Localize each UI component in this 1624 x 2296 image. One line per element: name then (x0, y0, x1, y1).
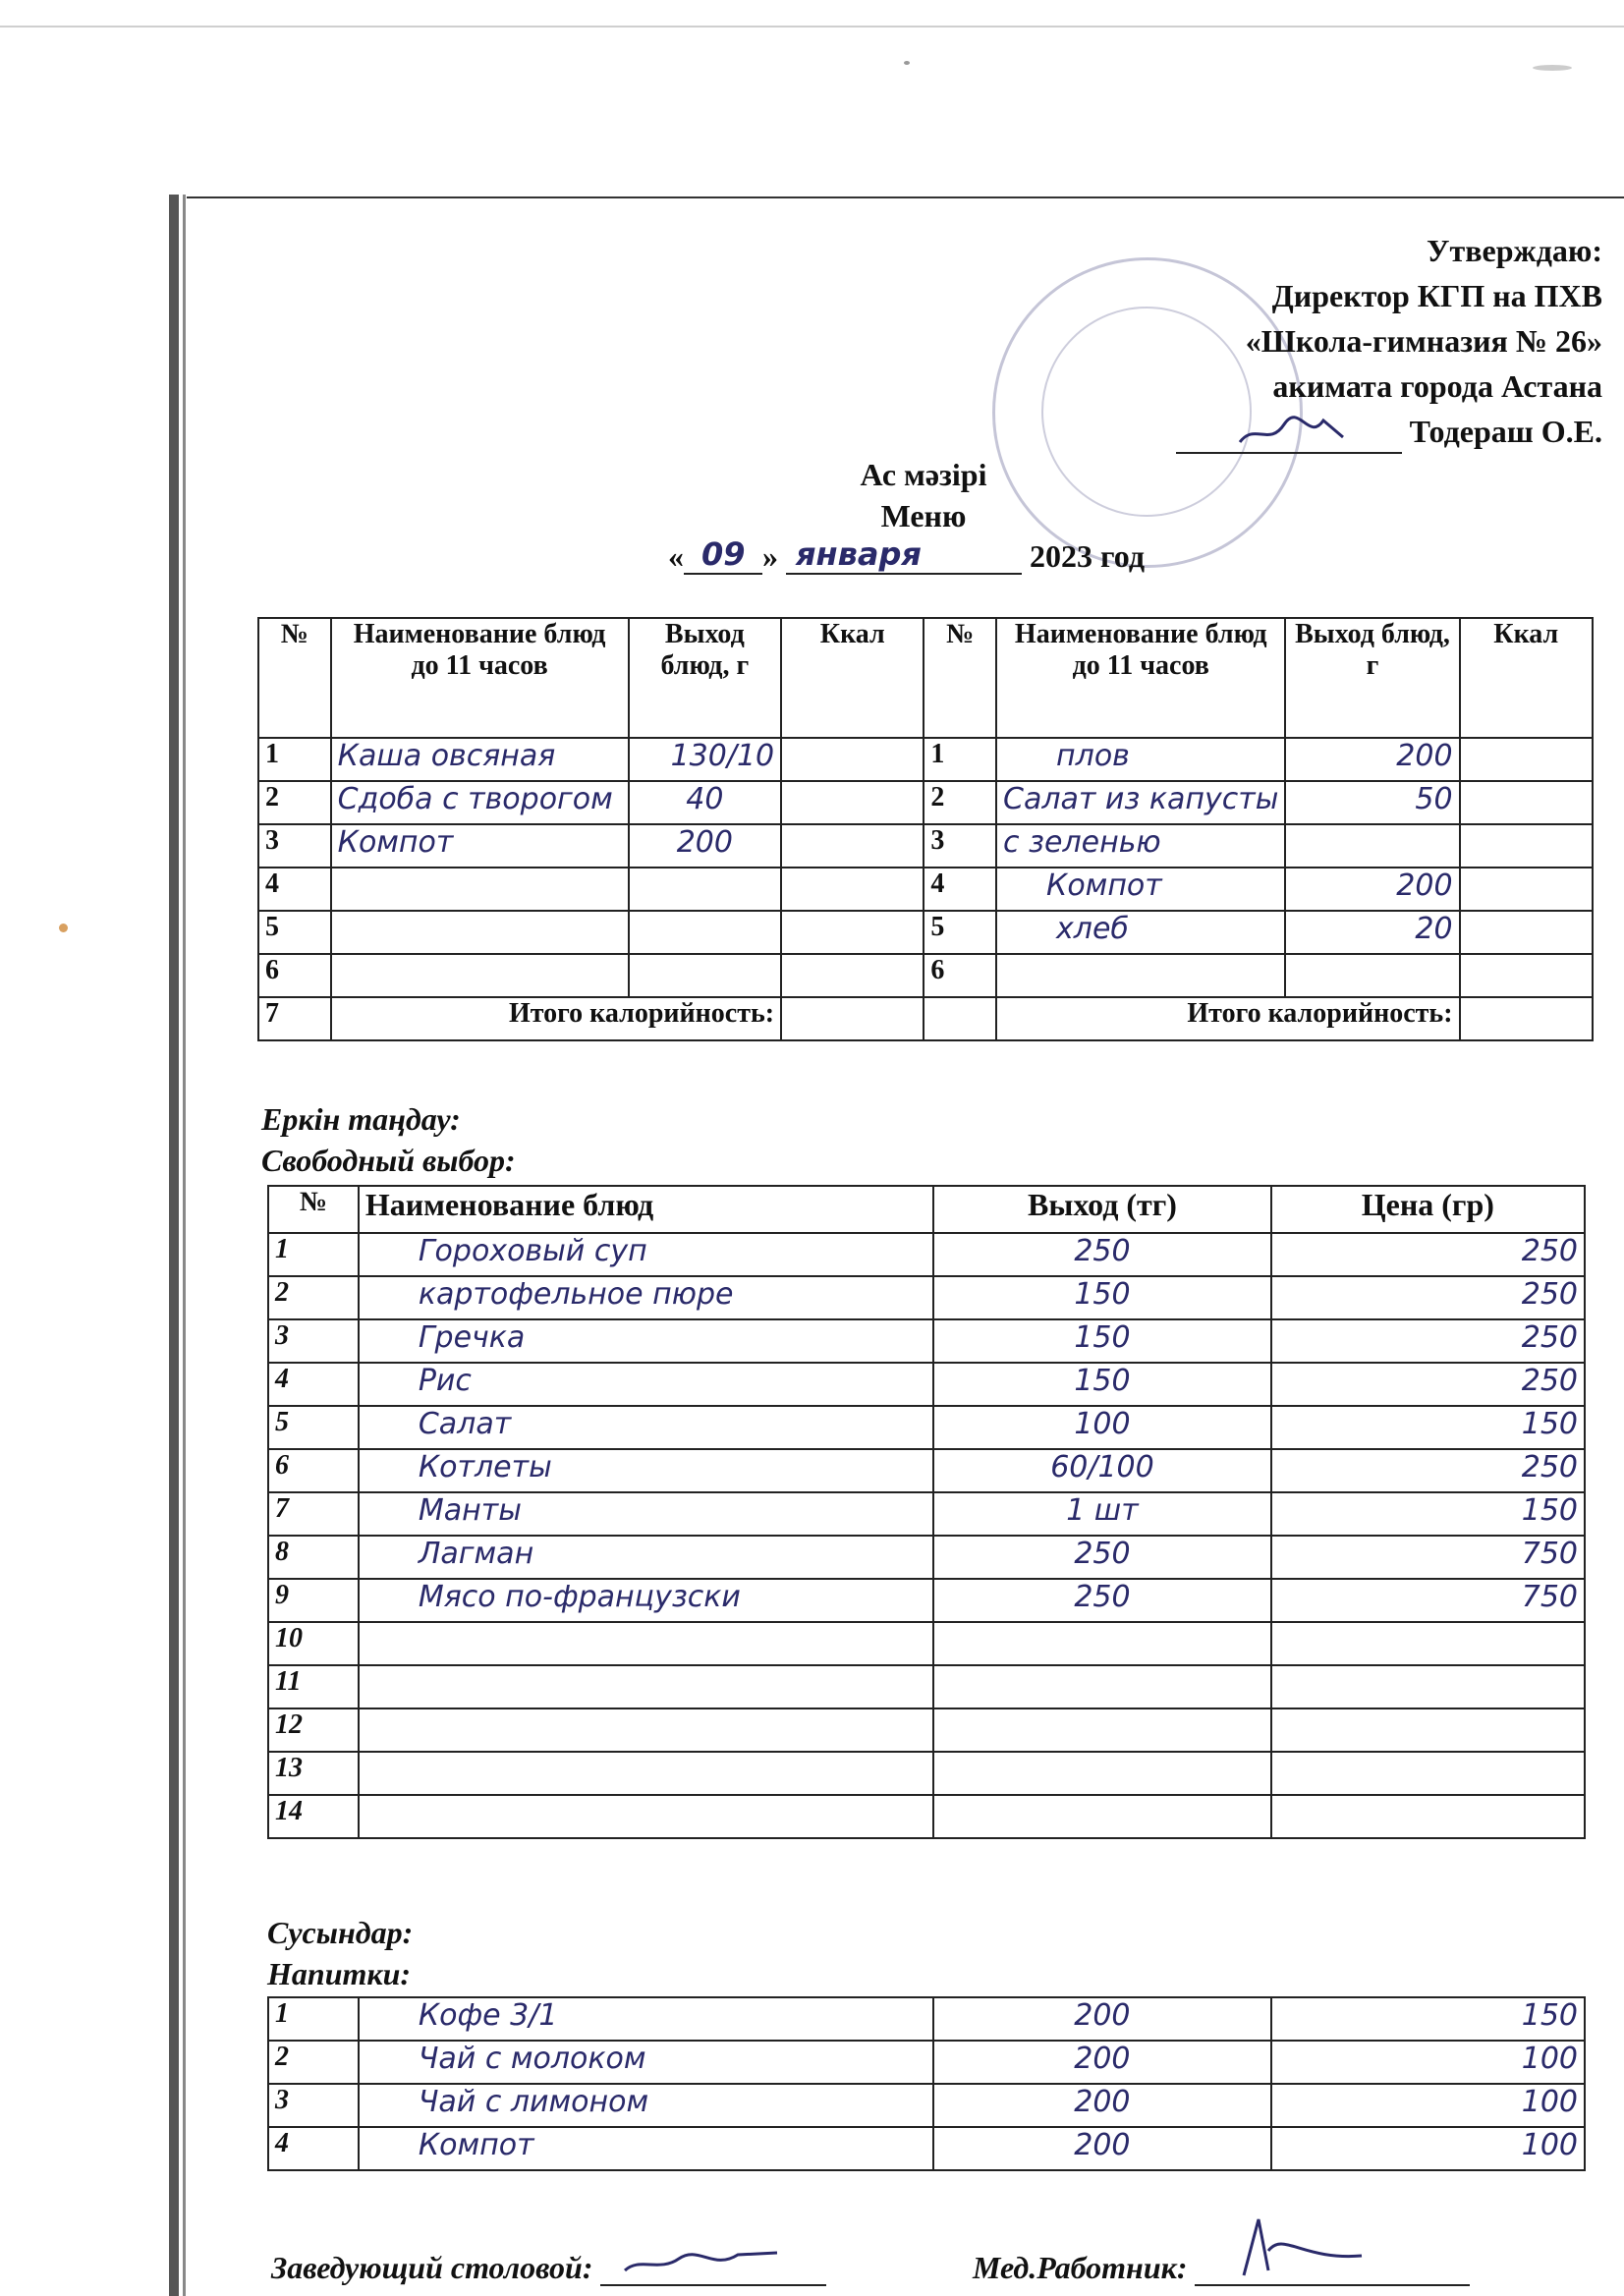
col-number: № (258, 618, 331, 738)
dish-name (331, 868, 629, 911)
menu-title-kaz: Ас мәзірі (860, 457, 987, 492)
dish-name: плов (996, 738, 1285, 781)
table-row (268, 1233, 1585, 1276)
row-number: 10 (268, 1622, 359, 1665)
dish-name (359, 1622, 933, 1665)
binding-edge-inner (183, 195, 186, 2296)
drinks-title-rus: Напитки: (267, 1956, 412, 1991)
col-dish-name: Наименование блюд до 11 часов (331, 618, 629, 738)
table-row (268, 1536, 1585, 1579)
dish-price: 150 (1271, 1492, 1585, 1536)
row-number: 3 (268, 1319, 359, 1363)
dish-output (1285, 954, 1459, 997)
row-number: 6 (268, 1449, 359, 1492)
dish-name: Чай с лимоном (359, 2084, 933, 2127)
row-number: 3 (258, 824, 331, 868)
dish-kcal (1460, 868, 1593, 911)
table-row (268, 1579, 1585, 1622)
dish-output (933, 1752, 1270, 1795)
dish-price: 250 (1271, 1276, 1585, 1319)
free-choice-title-kaz: Еркін таңдау: (261, 1101, 461, 1137)
dish-name: Гороховый суп (359, 1233, 933, 1276)
dish-name (359, 1795, 933, 1838)
table-row (268, 1622, 1585, 1665)
director-signature (1235, 413, 1353, 452)
table-row (268, 1406, 1585, 1449)
total-calories-label-2: Итого калорийность: (996, 997, 1460, 1040)
total-row (258, 997, 1593, 1040)
dish-name: Манты (359, 1492, 933, 1536)
dish-kcal (781, 911, 924, 954)
dish-kcal (1460, 954, 1593, 997)
free-choice-title (261, 1098, 516, 1181)
scan-top-edge (0, 26, 1624, 28)
table-row (268, 1665, 1585, 1708)
dish-name: Мясо по-французски (359, 1579, 933, 1622)
row-number: 7 (258, 997, 331, 1040)
dish-output (933, 1708, 1270, 1752)
dish-output (629, 954, 782, 997)
row-number: 9 (268, 1579, 359, 1622)
medical-signature-line (1195, 2251, 1470, 2286)
dish-name (359, 1752, 933, 1795)
drinks-title-kaz: Сусындар: (267, 1915, 414, 1950)
dish-output: 200 (933, 2084, 1270, 2127)
dish-price (1271, 1752, 1585, 1795)
row-number: 7 (268, 1492, 359, 1536)
table-row (268, 1752, 1585, 1795)
top-rule (187, 196, 1624, 198)
dish-price (1271, 1622, 1585, 1665)
scan-speck (904, 61, 910, 65)
dish-price: 150 (1271, 1406, 1585, 1449)
row-number: 1 (268, 1997, 359, 2041)
row-number: 11 (268, 1665, 359, 1708)
dish-name: Каша овсяная (331, 738, 629, 781)
col-dish-name-2: Наименование блюд до 11 часов (996, 618, 1285, 738)
dish-output: 200 (933, 2041, 1270, 2084)
dish-name: Гречка (359, 1319, 933, 1363)
row-number: 4 (268, 1363, 359, 1406)
dish-output: 150 (933, 1363, 1270, 1406)
scan-speck (1533, 65, 1572, 71)
dish-output (629, 911, 782, 954)
dish-kcal (781, 781, 924, 824)
free-choice-table (267, 1185, 1586, 1839)
row-number: 4 (258, 868, 331, 911)
approval-signature-row (1176, 409, 1602, 454)
dish-output: 250 (933, 1233, 1270, 1276)
dish-price: 100 (1271, 2127, 1585, 2170)
dish-output: 20 (1285, 911, 1459, 954)
scan-speck (59, 924, 68, 932)
row-number: 6 (258, 954, 331, 997)
dish-name (996, 954, 1285, 997)
col-kcal: Ккал (781, 618, 924, 738)
canteen-signature-block (271, 2250, 826, 2286)
approval-line-1: Утверждаю: (1427, 233, 1602, 268)
approval-block (1176, 228, 1602, 454)
dish-output: 200 (933, 2127, 1270, 2170)
menu-date: « 09 » января 2023 год (668, 535, 1145, 574)
table-row (258, 824, 1593, 868)
row-number: 12 (268, 1708, 359, 1752)
table-row (258, 954, 1593, 997)
dish-name (331, 911, 629, 954)
dish-output (933, 1665, 1270, 1708)
table-row (268, 1492, 1585, 1536)
dish-price: 100 (1271, 2041, 1585, 2084)
dish-output (629, 868, 782, 911)
table-row (268, 1795, 1585, 1838)
dish-output: 150 (933, 1319, 1270, 1363)
dish-name: Сдоба с творогом (331, 781, 629, 824)
dish-price: 100 (1271, 2084, 1585, 2127)
table-row (268, 1363, 1585, 1406)
dish-output: 60/100 (933, 1449, 1270, 1492)
dish-price (1271, 1795, 1585, 1838)
row-number: 5 (258, 911, 331, 954)
main-table-header (258, 618, 1593, 738)
dish-name: картофельное пюре (359, 1276, 933, 1319)
dish-output (933, 1795, 1270, 1838)
table-row (258, 781, 1593, 824)
dish-output: 50 (1285, 781, 1459, 824)
table-row (258, 868, 1593, 911)
total-blank (924, 997, 996, 1040)
row-number: 5 (268, 1406, 359, 1449)
dish-name: Чай с молоком (359, 2041, 933, 2084)
binding-edge (169, 195, 179, 2296)
row-number: 5 (924, 911, 996, 954)
col-output-2: Выход блюд, г (1285, 618, 1459, 738)
table-row (258, 738, 1593, 781)
director-name: Тодераш О.Е. (1409, 414, 1602, 449)
table-row (268, 2127, 1585, 2170)
dish-name: Компот (996, 868, 1285, 911)
row-number: 1 (924, 738, 996, 781)
dish-kcal (781, 738, 924, 781)
col-dish-name: Наименование блюд (359, 1186, 933, 1233)
dish-price: 250 (1271, 1363, 1585, 1406)
dish-output: 200 (1285, 868, 1459, 911)
dish-output: 250 (933, 1579, 1270, 1622)
total-calories-value (781, 997, 924, 1040)
approval-line-4: акимата города Астана (1272, 368, 1602, 404)
dish-output: 1 шт (933, 1492, 1270, 1536)
approval-line-2: Директор КГП на ПХВ (1271, 278, 1602, 313)
dish-kcal (1460, 824, 1593, 868)
row-number: 13 (268, 1752, 359, 1795)
dish-price: 250 (1271, 1233, 1585, 1276)
dish-price: 750 (1271, 1536, 1585, 1579)
table-row (268, 1276, 1585, 1319)
col-price: Цена (гр) (1271, 1186, 1585, 1233)
dish-name: Кофе 3/1 (359, 1997, 933, 2041)
dish-name: Салат из капусты (996, 781, 1285, 824)
date-year: 2023 год (1030, 538, 1145, 574)
row-number: 3 (268, 2084, 359, 2127)
col-number: № (268, 1186, 359, 1233)
dish-price: 250 (1271, 1319, 1585, 1363)
approval-line-3: «Школа-гимназия № 26» (1245, 323, 1602, 359)
dish-name: с зеленью (996, 824, 1285, 868)
director-signature-line (1176, 422, 1402, 454)
date-day: 09 (701, 535, 746, 573)
dish-output: 130/10 (629, 738, 782, 781)
row-number: 3 (924, 824, 996, 868)
dish-name: хлеб (996, 911, 1285, 954)
row-number: 1 (268, 1233, 359, 1276)
dish-name (359, 1665, 933, 1708)
dish-output: 200 (629, 824, 782, 868)
dish-name (331, 954, 629, 997)
dish-price: 250 (1271, 1449, 1585, 1492)
table-row (268, 1708, 1585, 1752)
dish-output: 200 (933, 1997, 1270, 2041)
row-number: 4 (924, 868, 996, 911)
free-choice-title-rus: Свободный выбор: (261, 1143, 516, 1178)
col-output: Выход блюд, г (629, 618, 782, 738)
dish-name: Котлеты (359, 1449, 933, 1492)
table-row (258, 911, 1593, 954)
dish-name: Рис (359, 1363, 933, 1406)
row-number: 8 (268, 1536, 359, 1579)
table-row (268, 1449, 1585, 1492)
table-row (268, 2084, 1585, 2127)
dish-price (1271, 1708, 1585, 1752)
canteen-manager-label: Заведующий столовой: (271, 2250, 593, 2285)
dish-output: 40 (629, 781, 782, 824)
drinks-title (267, 1912, 413, 1994)
table-row (268, 1997, 1585, 2041)
dish-price (1271, 1665, 1585, 1708)
row-number: 2 (258, 781, 331, 824)
dish-output (1285, 824, 1459, 868)
medical-signature (1214, 2212, 1372, 2280)
dish-output: 100 (933, 1406, 1270, 1449)
dish-name: Компот (331, 824, 629, 868)
dish-output (933, 1622, 1270, 1665)
total-calories-label: Итого калорийность: (331, 997, 781, 1040)
table-row (268, 2041, 1585, 2084)
row-number: 4 (268, 2127, 359, 2170)
row-number: 2 (924, 781, 996, 824)
dish-output: 200 (1285, 738, 1459, 781)
dish-name: Компот (359, 2127, 933, 2170)
table-row (268, 1319, 1585, 1363)
canteen-signature (620, 2243, 797, 2282)
menu-heading (629, 454, 1218, 536)
col-number-2: № (924, 618, 996, 738)
col-output: Выход (тг) (933, 1186, 1270, 1233)
dish-output: 250 (933, 1536, 1270, 1579)
dish-kcal (1460, 911, 1593, 954)
free-choice-header (268, 1186, 1585, 1233)
drinks-table (267, 1996, 1586, 2171)
canteen-signature-line (600, 2251, 826, 2286)
medical-worker-label: Мед.Работник: (973, 2250, 1188, 2285)
dish-kcal (1460, 738, 1593, 781)
dish-name: Лагман (359, 1536, 933, 1579)
col-kcal-2: Ккал (1460, 618, 1593, 738)
dish-kcal (1460, 781, 1593, 824)
dish-price: 750 (1271, 1579, 1585, 1622)
row-number: 2 (268, 2041, 359, 2084)
row-number: 6 (924, 954, 996, 997)
medical-signature-block (973, 2250, 1470, 2286)
dish-price: 150 (1271, 1997, 1585, 2041)
dish-kcal (781, 868, 924, 911)
row-number: 2 (268, 1276, 359, 1319)
row-number: 1 (258, 738, 331, 781)
dish-kcal (781, 824, 924, 868)
date-month: января (796, 535, 922, 573)
main-menu-table (257, 617, 1594, 1041)
dish-output: 150 (933, 1276, 1270, 1319)
total-calories-value-2 (1460, 997, 1593, 1040)
menu-title-rus: Меню (880, 498, 967, 533)
row-number: 14 (268, 1795, 359, 1838)
dish-kcal (781, 954, 924, 997)
dish-name (359, 1708, 933, 1752)
dish-name: Салат (359, 1406, 933, 1449)
